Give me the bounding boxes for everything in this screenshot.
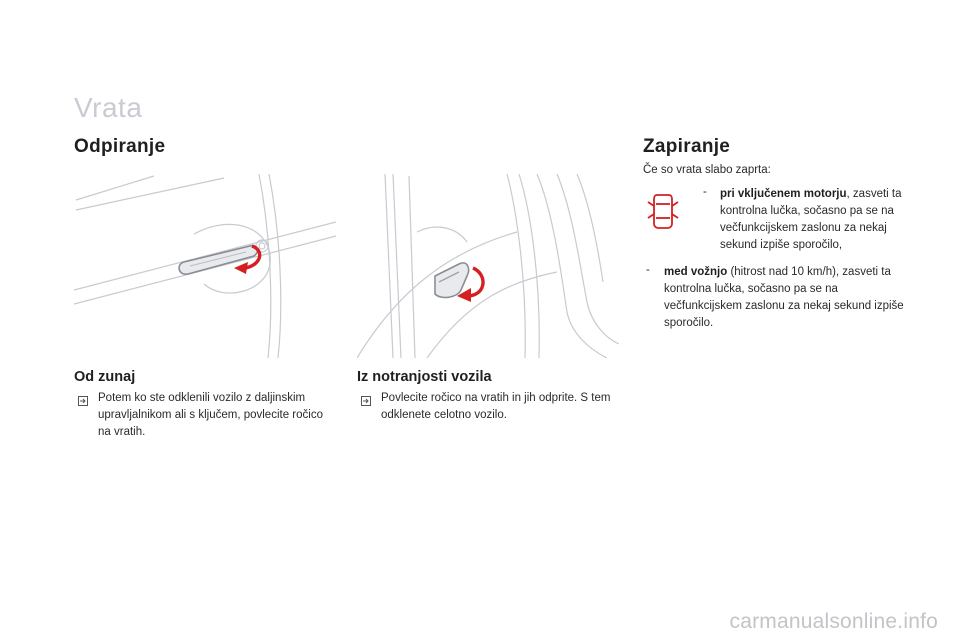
arrow-icon — [234, 262, 248, 274]
closing-item-driving-bold: med vožnjo — [664, 266, 728, 278]
inside-text: Povlecite ročico na vratih in jih odprite. S tem odklenete celotno vozilo. — [381, 392, 611, 421]
closing-item-engine-bold: pri vključenem motorju — [720, 188, 847, 200]
watermark: carmanualsonline.info — [729, 610, 938, 633]
opening-heading: Odpiranje — [74, 136, 166, 157]
outside-door-handle-illustration — [74, 172, 336, 358]
page-title: Vrata — [74, 92, 143, 123]
closing-item-engine — [720, 186, 910, 254]
closing-item-driving — [664, 264, 910, 332]
dash-marker: - — [646, 264, 650, 276]
closing-item-driving-text: (hitrost nad 10 km/h), zasveti ta kontrolna lučka, sočasno pa se na večfunkcijskem zaslonu za nekaj sekund izpiše sporočilo. — [664, 266, 904, 329]
inside-heading: Iz notranjosti vozila — [357, 369, 492, 385]
outside-text: Potem ko ste odklenili vozilo z daljinskim upravljalnikom ali s ključem, povlecite ročico na vratih. — [98, 392, 323, 438]
outside-heading: Od zunaj — [74, 369, 136, 385]
dash-marker: - — [703, 186, 707, 198]
door-open-warning-icon — [646, 192, 680, 230]
arrow-bullet-icon — [78, 393, 88, 411]
closing-heading: Zapiranje — [643, 136, 731, 157]
closing-item-engine-text: , zasveti ta kontrolna lučka, sočasno pa se na večfunkcijskem zaslonu za nekaj sekund izpiše sporočilo, — [720, 188, 902, 251]
arrow-bullet-icon — [361, 393, 371, 411]
closing-intro: Če so vrata slabo zaprta: — [643, 164, 771, 176]
inside-door-handle-illustration — [357, 172, 619, 358]
